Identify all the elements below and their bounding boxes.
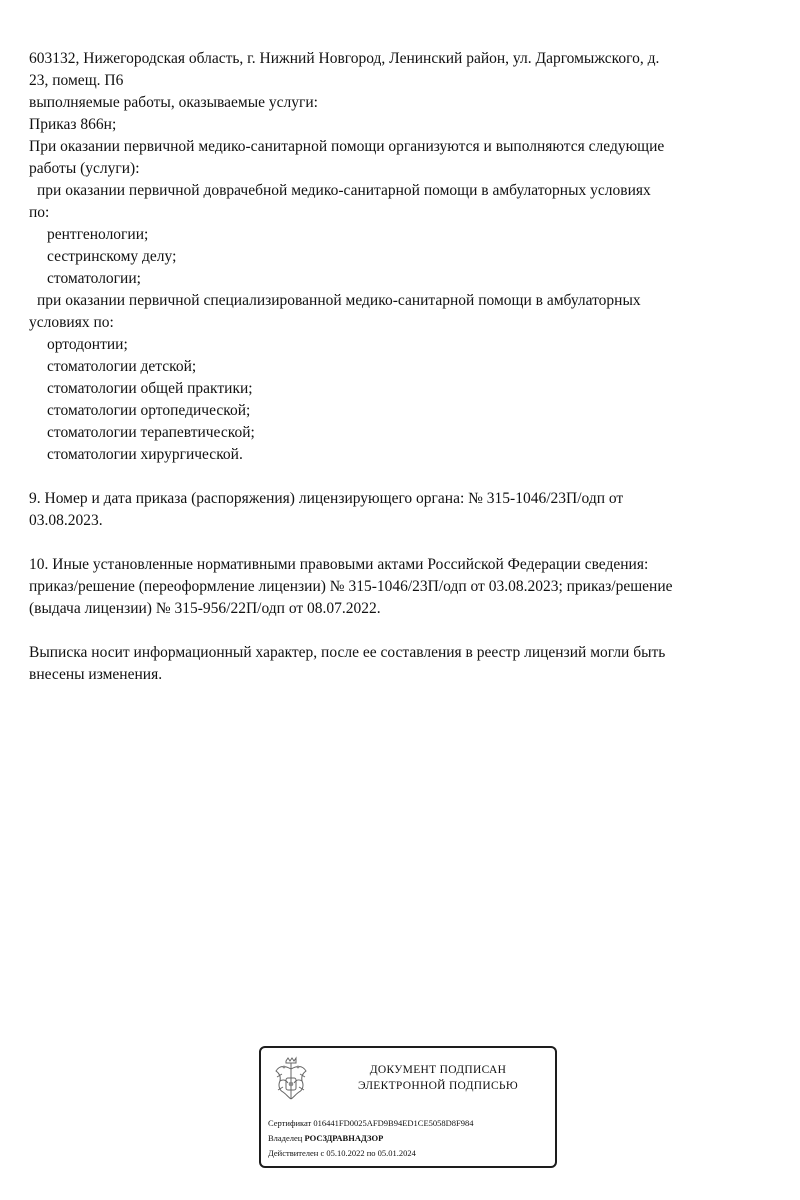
service-item: стоматологии общей практики; (47, 380, 253, 397)
section-heading: при оказании первичной специализированной медико-санитарной помощи в амбулаторных (37, 292, 641, 309)
service-item: стоматологии терапевтической; (47, 424, 255, 441)
stamp-title (327, 1062, 549, 1094)
paragraph-spacer (29, 532, 794, 554)
intro-text: работы (услуги): (29, 160, 140, 177)
certificate-label: Сертификат (268, 1118, 312, 1128)
section-heading: по: (29, 204, 50, 221)
service-item: стоматологии ортопедической; (47, 402, 251, 419)
address-line: 603132, Нижегородская область, г. Нижний Новгород, Ленинский район, ул. Даргомыжского, д. (29, 50, 660, 67)
item-9-order-number: 9. Номер и дата приказа (распоряжения) лицензирующего органа: № 315-1046/23П/одп от (29, 490, 624, 507)
item-9-order-number: 03.08.2023. (29, 512, 103, 529)
paragraph-spacer (29, 466, 794, 488)
disclaimer-note: Выписка носит информационный характер, после ее составления в реестр лицензий могли быть (29, 644, 666, 661)
validity-label: Действителен (268, 1148, 319, 1158)
electronic-signature-stamp (259, 1046, 557, 1168)
certificate-row (268, 1116, 552, 1131)
order-reference: Приказ 866н; (29, 116, 117, 133)
validity-value: с 05.10.2022 по 05.01.2024 (320, 1148, 416, 1158)
owner-value: РОСЗДРАВНАДЗОР (304, 1133, 384, 1143)
section-heading: условиях по: (29, 314, 114, 331)
russian-coat-of-arms-icon (269, 1056, 313, 1106)
works-header: выполняемые работы, оказываемые услуги: (29, 94, 318, 111)
disclaimer-note: внесены изменения. (29, 666, 163, 683)
service-item: стоматологии хирургической. (47, 446, 243, 463)
service-item: сестринскому делу; (47, 248, 177, 265)
service-item: ортодонтии; (47, 336, 128, 353)
validity-row (268, 1146, 552, 1161)
certificate-value: 016441FD0025AFD9B94ED1CE5058D8F984 (313, 1118, 474, 1128)
item-10-other-info: 10. Иные установленные нормативными правовыми актами Российской Федерации сведения: (29, 556, 649, 573)
item-10-other-info: приказ/решение (переоформление лицензии) № 315-1046/23П/одп от 03.08.2023; приказ/решение (29, 578, 673, 595)
service-item: рентгенологии; (47, 226, 149, 243)
service-item: стоматологии; (47, 270, 141, 287)
service-item: стоматологии детской; (47, 358, 197, 375)
license-extract-text (29, 48, 794, 686)
owner-row (268, 1131, 552, 1146)
address-line: 23, помещ. П6 (29, 72, 124, 89)
intro-text: При оказании первичной медико-санитарной помощи организуются и выполняются следующие (29, 138, 665, 155)
item-10-other-info: (выдача лицензии) № 315-956/22П/одп от 08.07.2022. (29, 600, 381, 617)
paragraph-spacer (29, 620, 794, 642)
stamp-title-line: ДОКУМЕНТ ПОДПИСАН (369, 1064, 507, 1076)
stamp-details (268, 1116, 552, 1161)
owner-label: Владелец (268, 1133, 303, 1143)
section-heading: при оказании первичной доврачебной медико-санитарной помощи в амбулаторных условиях (37, 182, 651, 199)
stamp-title-line: ЭЛЕКТРОННОЙ ПОДПИСЬЮ (358, 1080, 518, 1092)
